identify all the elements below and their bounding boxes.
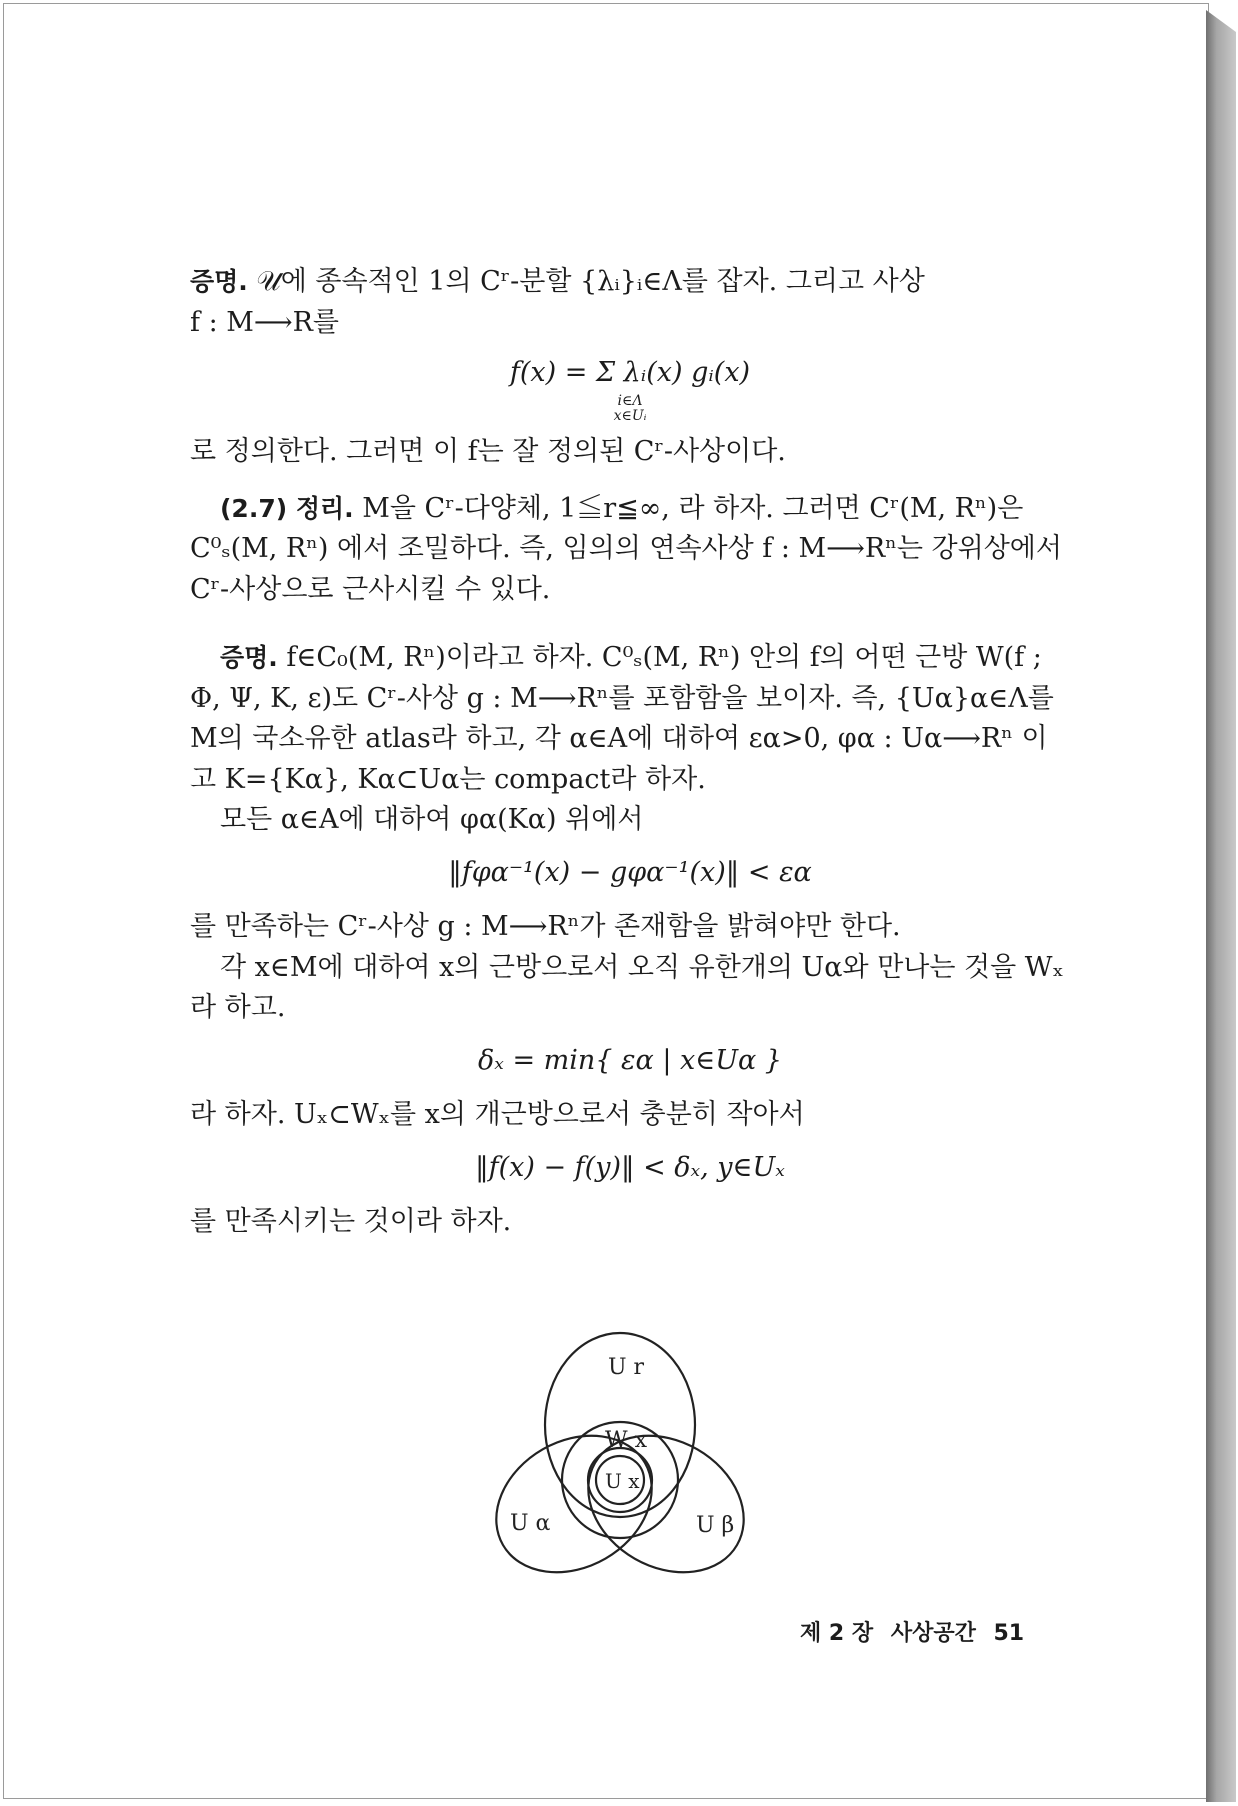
proof1-text1: 𝒰에 종속적인 1의 Cʳ-분할 {λᵢ}ᵢ∈Λ를 잡자. 그리고 사상 [256,266,925,297]
equation-3: ‖f(x) − f(y)‖ < δₓ, y∈Uₓ [475,1151,785,1183]
equation-2: δₓ = min{ εα | x∈Uα } [478,1044,782,1076]
proof2-para6: 를 만족시키는 것이라 하자. [190,1206,512,1238]
label-w-x: W x [605,1428,648,1453]
proof2-para2: 모든 α∈A에 대하여 φα(Kα) 위에서 [220,804,644,836]
proof2-text: f∈C₀(M, Rⁿ)이라고 하자. C⁰ₛ(M, Rⁿ) 안의 f의 어떤 근방 W(f ; Φ, Ψ, K, ε)도 Cʳ-사상 g : M⟶Rⁿ를 포함함을 보이자. 즉, {Uα}α∈Λ를 M의 국소유한 atlas라 하고, 각 α∈A에 대하여 εα>0, φα : Uα⟶Rⁿ 이고 K={Kα}, Kα⊂Uα는 compact라 하자. [190,642,1054,795]
theorem-paragraph [190,489,1070,611]
proof1-line3: 로 정의한다. 그러면 이 f는 잘 정의된 Cʳ-사상이다. [190,436,786,468]
venn-figure [470,1330,770,1600]
label-u-r: U r [608,1355,645,1380]
proof1-line1 [190,262,1070,303]
proof2-para5: 라 하자. Uₓ⊂Wₓ를 x의 개근방으로서 충분히 작아서 [190,1099,805,1131]
sum-formula [190,353,1070,424]
page-footer [800,1616,1034,1647]
equation-1: ‖fφα⁻¹(x) − gφα⁻¹(x)‖ < εα [448,856,812,888]
proof2-label: 증명. [220,643,278,673]
theorem-label: (2.7) 정리. [220,493,354,523]
proof1-line2: f : M⟶R를 [190,306,340,338]
ellipse-u-beta [563,1408,768,1599]
theorem-text: M을 Cʳ-다양체, 1≦r≦∞, 라 하자. 그러면 Cʳ(M, Rⁿ)은 C⁰ₛ(M, Rⁿ) 에서 조밀하다. 즉, 임의의 연속사상 f : M⟶Rⁿ는 강위상에서 Cʳ-사상으로 근사시킬 수 있다. [190,492,1062,605]
footer-page-number: 51 [993,1621,1025,1646]
page-edge [1206,10,1236,1802]
proof2-para3: 를 만족하는 Cʳ-사상 g : M⟶Rⁿ가 존재함을 밝혀야만 한다. [190,911,901,943]
sum-formula-sub1: i∈Λ [617,392,643,409]
proof1-label: 증명. [190,267,248,296]
footer-title: 사상공간 [890,1621,976,1646]
label-u-alpha: U α [510,1511,551,1536]
sum-formula-main: f(x) = Σ λᵢ(x) gᵢ(x) [509,357,751,388]
label-u-beta: U β [696,1513,735,1538]
footer-chapter: 제 2 장 [800,1621,874,1646]
label-u-x: U x [605,1469,640,1493]
proof2-paragraph [190,638,1070,800]
text-block [190,262,1070,1243]
proof2-para4: 각 x∈M에 대하여 x의 근방으로서 오직 유한개의 Uα와 만나는 것을 Wₓ라 하고. [190,951,1064,1024]
venn-diagram [470,1330,770,1600]
sum-formula-sub2: x∈Uᵢ [613,407,647,424]
